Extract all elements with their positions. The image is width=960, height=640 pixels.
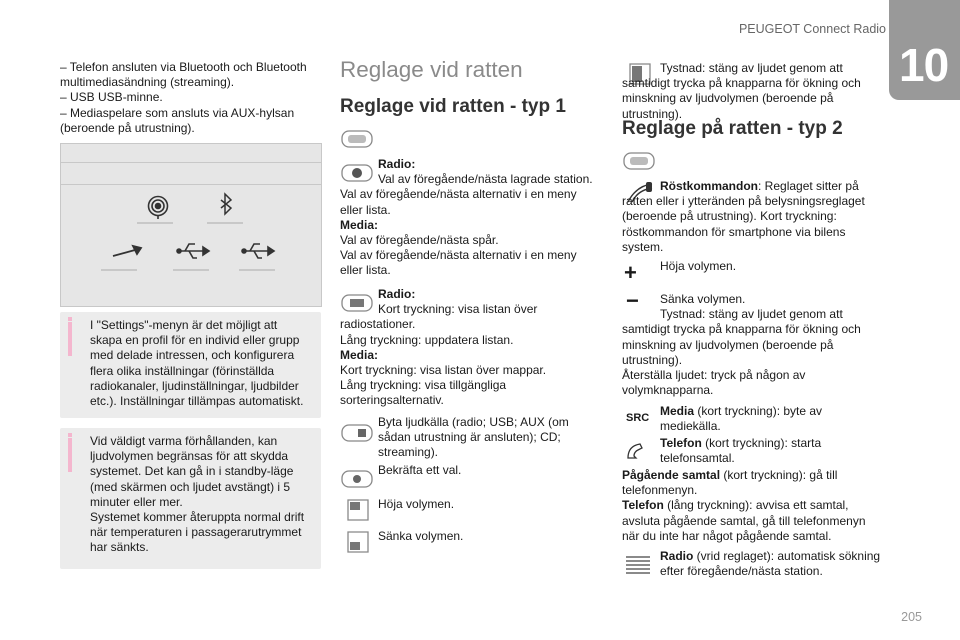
item-text: Val av föregående/nästa spår.: [340, 233, 499, 248]
label-telefon: Telefon: [622, 498, 664, 513]
item-text: Lång tryckning: uppdatera listan.: [340, 332, 514, 347]
label-media: Media: [660, 404, 695, 418]
info-note: [60, 312, 321, 418]
item-text: Tystnad: stäng av ljudet genom att samtidigt trycka på knapparna för ökning och minskning av ljudvolymen (beroende på utrustning).: [622, 307, 861, 367]
usb-icon: [242, 244, 274, 258]
info-icon: [68, 317, 72, 321]
item-text: Höja volymen.: [378, 497, 455, 511]
wifi-icon: [149, 197, 168, 220]
aux-jack-icon: [113, 246, 141, 256]
item-text: Tystnad: stäng av ljudet genom att samtidigt trycka på knapparna för ökning och minskning av ljudvolymen (beroende på utrustning).: [622, 61, 861, 121]
item-text: Bekräfta ett val.: [378, 463, 462, 477]
ports-drawing: [61, 188, 321, 306]
note-text: Vid väldigt varma förhållanden, kan ljudvolymen begränsas för att skydda systemet. Det kan gå in i standby-läge (med skärmen och ljudet avstängt) i 5 minuter eller mer.: [90, 434, 294, 509]
item-text: Sänka volymen.: [660, 292, 746, 306]
note-text: I "Settings"-menyn är det möjligt att skapa en profil för en individ eller grupp med delade intressen, och konfigurera flera olika inställningar (förinställda radiokanaler, ljudinställningar, ljudbilder etc.). Inställningar tillämpas automatiskt.: [90, 318, 304, 409]
item-text: Kort tryckning: visa listan över mappar.: [340, 363, 547, 378]
item-text: Val av föregående/nästa alternativ i en meny eller lista.: [340, 248, 577, 278]
page-number: 205: [901, 610, 922, 624]
chapter-tab: [889, 0, 960, 100]
source-list: [60, 60, 322, 136]
plus-icon: +: [624, 260, 637, 285]
item-text: Återställa ljudet: tryck på någon av volymknapparna.: [622, 368, 806, 398]
label-media: Media:: [340, 217, 379, 232]
item-text: Lång tryckning: visa tillgängliga sorteringsalternativ.: [340, 378, 507, 408]
steering-control-icon: [622, 150, 658, 172]
thumbwheel-icon: [622, 552, 654, 578]
label-radio: Radio: [660, 549, 694, 563]
item-text: : Reglaget sitter på ratten eller i ytteränden på belysningsreglaget (beroende på utrustning). Kort tryckning: röstkommandon för smartphone via bilens system.: [622, 179, 865, 254]
label-radio: Radio:: [378, 287, 416, 301]
subsection-heading: Reglage på ratten - typ 2: [622, 118, 843, 139]
item-text: Val av föregående/nästa alternativ i en meny eller lista.: [340, 187, 577, 217]
label-radio: Radio:: [378, 157, 416, 171]
minus-icon: −: [626, 288, 639, 313]
item-text: Val av föregående/nästa lagrade station.: [378, 172, 593, 187]
note-text: Systemet kommer återuppta normal drift när temperaturen i passagerarutrymmet har sänkts.: [90, 510, 305, 555]
subsection-heading: Reglage vid ratten - typ 1: [340, 96, 566, 117]
label-telefon: Telefon: [660, 436, 702, 450]
steering-wheel-confirm-icon: [340, 466, 376, 492]
list-item: – Telefon ansluten via Bluetooth och Bluetooth multimediasändning (streaming).: [60, 60, 307, 90]
item-text: Sänka volymen.: [378, 529, 464, 543]
item-text: (kort tryckning): byte av mediekälla.: [660, 404, 823, 434]
label-voice: Röstkommandon: [660, 179, 759, 193]
info-note: [60, 428, 321, 569]
item-text: (lång tryckning): avvisa ett samtal, avsluta pågående samtal, gå till telefonmenyn när du inte har något pågående samtal.: [622, 498, 866, 543]
label-call: Pågående samtal: [622, 468, 721, 482]
usb-icon: [177, 244, 209, 258]
info-icon: [68, 433, 72, 437]
list-item: – USB USB-minne.: [60, 90, 163, 105]
list-item: – Mediaspelare som ansluts via AUX-hylsan (beroende på utrustning).: [60, 105, 295, 135]
steering-control-icon: [340, 128, 376, 150]
item-text: (kort tryckning): starta telefonsamtal.: [660, 436, 822, 466]
item-text: Byta ljudkälla (radio; USB; AUX (om sådan utrustning är ansluten); CD; streaming).: [378, 415, 569, 460]
item-text: (vrid reglaget): automatisk sökning efter föregående/nästa station.: [660, 549, 881, 579]
volume-up-control-icon: [340, 496, 376, 524]
running-header: PEUGEOT Connect Radio: [738, 22, 886, 36]
bluetooth-icon: [221, 194, 231, 214]
label-media: Media:: [340, 347, 379, 362]
item-text: Kort tryckning: visa listan över radiostationer.: [340, 302, 538, 332]
connection-panel-illustration: [60, 143, 322, 307]
item-text: Höja volymen.: [660, 259, 737, 273]
chapter-number: 10: [899, 39, 949, 91]
volume-down-control-icon: [340, 528, 376, 556]
phone-icon: [622, 440, 652, 462]
src-icon: SRC: [626, 412, 650, 424]
item-text: (kort tryckning): gå till telefonmenyn.: [622, 468, 838, 498]
section-heading: Reglage vid ratten: [340, 57, 523, 82]
